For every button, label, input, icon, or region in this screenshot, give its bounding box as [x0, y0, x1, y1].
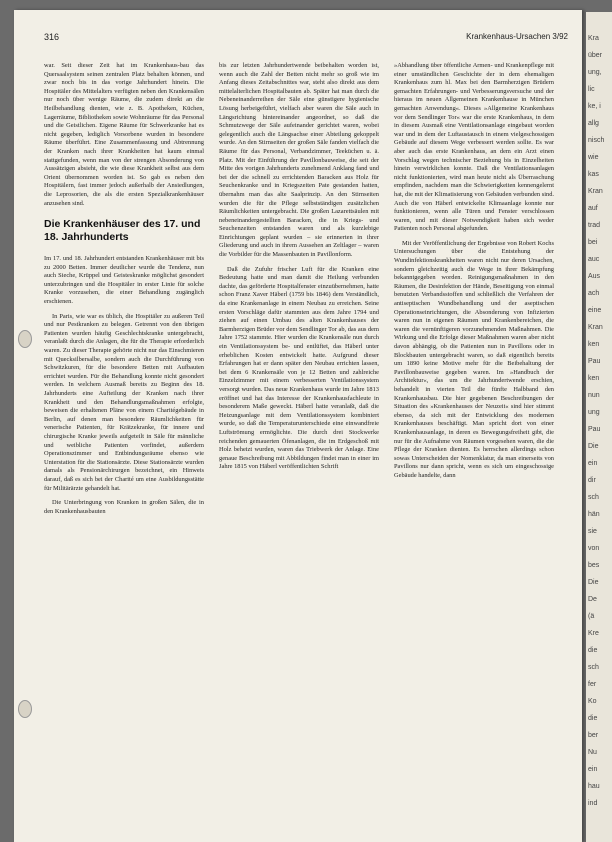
adjacent-page-fragment: Kran — [588, 188, 603, 195]
adjacent-page-fragment: Kre — [588, 630, 599, 637]
text-column-3 — [394, 62, 554, 832]
paragraph: war. Seit dieser Zeit hat im Krankenhaus-bau das Quersaalsystem seinen zentralen Platz behalten können, und zwar noch bis in das vorige Jahrhundert hinein. Die Hospitäler des Mittelalters verfügten neben den Krankensälen nur noch über wenige Räume, die zudem direkt an die Heilbehandlung dienten, wie z. B. Apotheken, Küchen, Lagerräume, Bibliotheken sowie Wohnräume für das Personal und die Geistlichen. Eigene Räume für Schwerkranke hat es nicht gegeben, lediglich Vorsorbene wurden in besondere Räume überführt. Eine Zusammenfassung und Abtrennung der Kranken nach ihrer Krankheiten hat kaum einmal stattgefunden, wenn man von der strengen Absonderung von Aussätzigen absieht, die wie diese Krankheit selbst aus dem Orient übernommen worden ist. So gab es neben den Hospitälern, fast immer jedoch außerhalb der Ansiedlungen, die Leprosorien, die als die ersten Spezialkrankenhäuser anzusehen sind. — [44, 62, 204, 207]
page-number: 316 — [44, 32, 60, 42]
text-column-1 — [44, 62, 204, 832]
adjacent-page-fragment: ke, i — [588, 103, 601, 110]
adjacent-page-fragment: sch — [588, 494, 599, 501]
page-header — [44, 32, 568, 44]
adjacent-page-fragment: ind — [588, 800, 598, 807]
adjacent-page-fragment: Die — [588, 579, 599, 586]
paragraph: Im 17. und 18. Jahrhundert entstanden Krankenhäuser mit bis zu 2000 Betten. Immer deutlicher wurde die Tendenz, nun auch Sieche, Krüppel und Geisteskranke möglichst gesondert unterzubringen und die Hospitäler in erster Linie für solche Kranke vorzusehen, die einer Behandlung zugänglich erschienen. — [44, 255, 204, 306]
adjacent-page-fragment: ung — [588, 409, 600, 416]
adjacent-page-fragment: eine — [588, 307, 602, 314]
adjacent-page-fragment: wie — [588, 154, 599, 161]
adjacent-page-fragment: (ä — [588, 613, 595, 620]
adjacent-page-fragment: lic — [588, 86, 595, 93]
running-head: Krankenhaus-Ursachen 3/92 — [466, 32, 568, 41]
adjacent-page-fragment: bei — [588, 239, 598, 246]
adjacent-page-fragment: ken — [588, 341, 600, 348]
binding-hole-icon — [18, 330, 32, 348]
paragraph: bis zur letzten Jahrhundertwende beibehalten worden ist, wenn auch die Zahl der Betten nicht mehr so groß wie im Anfang dieses Zeitabschnittes war, steht also direkt aus dem mittelalterlichen Hospitalbauten ab. Später hat man durch die Nebeneinanderreihen der Säle eine günstigere hygienische Lösung herbeigeführt, vielfach aber waren die Säle auch in Längsrichtung hintereinander angeordnet, so daß die Schmutzwege der Säle aufeinander gerichtet waren, wobei gelegentlich auch die Längsachse einer Abteilung gekoppelt wurde. An den Stirnseiten der großen Säle fanden vielfach die Räume für das Personal, Verbandzimmer, Teeküchen u. ä. Platz. Mit der Einführung der Pavillonbauweise, die seit der Mitte des vorigen Jahrhunderts zunehmend Anklang fand und bei der die schnell zu errichtenden Baracken aus Holz für Seuchenkranke und in Kriegszeiten Pate gestanden hatten, übernahm man das alte Saalprinzip. An den Stirnseiten wurden die für die Pflege selbstständigen zusätzlichen Räumlichkeiten untergebracht. Die großen Lazarettsäulen mit nebeneinandergestellten Baracken, die in Kriegs- und Seuchenzeiten entstanden waren und als kurzlebige Einrichtungen geplant wurden – sie erinnerten in ihrer Gliederung und auch in ihrem Aussehen an Zeltlager – waren die Vorbilder für die Massenbauten in Pavillonform. — [219, 62, 379, 259]
adjacent-page-fragment: ken — [588, 375, 600, 382]
adjacent-page-fragment: De — [588, 596, 597, 603]
adjacent-page-fragment: Pau — [588, 358, 601, 365]
adjacent-page-fragment: hän — [588, 511, 600, 518]
adjacent-page-fragment: trad — [588, 222, 601, 229]
book-page — [14, 10, 582, 842]
paragraph: In Paris, wie war es üblich, die Hospitäler zu außeren Teil und nur Pestkranken zu belegen. Getrennt von den übrigen Patienten wurden häufig Geschlechtskranke untergebracht, veranlaßt durch die Anlagen, die für die Therapie erforderlich waren. Zu dieser Therapie gehörte nicht nur das Einschmieren mit Quecksilbersalbe, sondern auch die Durchführung von Schwitzkuren, für die besondere Betten mit Aufbauten errichtet wurden. Für die Behandlung konnte nicht gesondert werden. In welchem Ausmaß bereits zu Beginn des 18. Jahrhunderts eine Aufteilung der Kranken nach ihrer Krankheit und den Behandlungsmaßnahmen erfolgte, beweisen die erhaltenen Pläne von einem Charitégebäude in Berlin, auf denen man besondere Räumlichkeiten für venerische Patienten, für Krätzekranke, für innere und chirurgische Kranke jeweils aufgeteilt in Säle für männliche und weibliche Patienten vorfindet, außerdem Operationszimmer und Entbindungsräume ebenso wie Unterstation für die Stationsärzte. Diese Stationsärzte wurden damals als Pensionärchirurgen bezeichnet, ein Hinweis darauf, daß es sich bei der Charité um eine Ausbildungsstätte für Militärärzte gehandelt hat. — [44, 312, 204, 492]
paragraph: Mit der Veröffentlichung der Ergebnisse von Robert Kochs Untersuchungen über die Entstehung der Wundinfektionskrankheiten waren nicht nur deren Ursachen, sondern gleichzeitig auch die Wege in ihrer Bekämpfung bekanntgegeben worden. Reinigungsmaßnahmen in den Räumen, die Desinfektion der Hände, Beseitigung von einmal benutzten Verbandsstoffen und schließlich die Verfahren der antiseptischen Wundbehandlung und der aseptischen Operationseinrichtungen, die Absonderung von Infizierten waren nun in eigenen Räumen und Krankenbereichen, die waren die vernünftigeren vorzunehmenden Maßnahmen. Die Wirkung und die Erfolge dieser Maßnahmen waren aber nicht davon abhängig, ob die Patienten nun in Pavillons oder in Blockbauten untergebracht waren, so daß eigentlich bereits um 1890 keine Motive mehr für die Beibehaltung der Pavillonbauweise gegeben waren. Im »Handbuch der Architektur«, das um die Jahrhundertwende erschien, behandelt in vierten Teil die fünfte Halbband den Krankenhausbau. Die hier gegebenen Beschreibungen der Situation des »Krankenhauses der Neuzeit« sind hier stimmt ebenso, da sich mit der Entwicklung des modernen Krankenhauses beschäftigt. Man spricht dort von einer Krankenhausanlage, in deren es Bewegungsfreiheit gibt, die nur für die Aufnahme von Räumen vorgesehen waren, die die Pflege der Kranken dienten. Es herrschen allerdings schon sowas Unterscheiden der Nomenklatur, da man einerseits von Pavillons nur dann spricht, wenn es sich um eingeschossige Gebäude handelte, dann — [394, 239, 554, 479]
adjacent-page-fragment: sie — [588, 528, 597, 535]
paragraph: Daß die Zufuhr frischer Luft für die Kranken eine Bedeutung hatte und man damit die Heilung verbunden dachte, das geförderte Hospitalfenster einzuübernehmen, hatte schon Franz Xaver Häberl (1759 bis 1846) dem Verständlich, da eine Krankenanlage in einem Neubau zu erreichen. Seine ersten Vorschläge dafür stammten aus dem Jahre 1794 und ziehen auf einen Umbau des alten Krankenhauses der Barmherzigen Brüder vor dem Sendlinger Tor ab, das aus dem Jahre 1752 stammte. Hier wurden die Krankensäle nun durch ein Ventilationssystem be- und entlüftet, das Häberl unter erheblichen Kosten entwickelt hatte. Aufgrund dieser Erfahrungen hat er dann später den Neubau errichten lassen, bei dem 6 Krankensäle von je 12 Betten und zahlreiche Einzelzimmer mit einem verbesserten Ventilationssystem versorgt wurden. Das neue Krankenhaus wurde im Jahre 1813 eröffnet und hat das Interesse der Krankenhausfachleute in besonderem Maße geweckt. Häberl hatte veranlaßt, daß die Heizungsanlage mit dem Ventilationssystem kombiniert wurde, so daß die Temperaturunterschiede eine einwandfreie Luftströmung ermöglichte. Die durch drei Stockwerke reichenden gemauerten Öfenanlagen, die im Erdgeschoß mit Holz beheizt wurden, waren das Triebwerk der Anlage. Eine genaue Beschreibung mit Abbildungen findet man in einer im Jahre 1815 von Häberl veröffentlichten Schrift — [219, 265, 379, 471]
adjacent-page-fragment: ber — [588, 732, 599, 739]
adjacent-page-fragment: bes — [588, 562, 600, 569]
adjacent-page-fragment: ein — [588, 766, 598, 773]
adjacent-page-fragment: Ko — [588, 698, 597, 705]
adjacent-page-fragment: nisch — [588, 137, 605, 144]
paragraph: »Abhandlung über öffentliche Armen- und Krankenpflege mit einer umständlichen Geschichte der in dem ehemaligen Krankenhaus zum hl. Max bei den Barmherzigen Brüdern gemachten Erfahrungen- und Verbesserungsversuche und der hieraus im neuen Allgemeinen Krankenhause in München gemachten Anwendung«. Dieses »Allgemeine Krankenhaus vor dem Sendlinger Tor« war die erste Krankenhaus, in dem in diesem Ausmaß eine Ventilationsanlage eingebaut worden war und in dem der Luftaustausch in einem vielgeschossigen Gebäude auf diesem Wege verbessert werden sollte. Es war aber auch das erste Krankenhaus, an dem ein Arzt einen Vorschlag wegen technischer Beziehung bis in Einzelheiten hinein verwirklichen konnte. Daß die Ventilationsanlagen nicht funktionierten, wird man heute nicht als Überraschung empfinden, nachdem man die Schwierigkeiten kennengelernt hat, die mit der Klimatisierung von Gebäuden verbunden sind. Auch die von Häberl entwickelte Klimaanlage konnte nur funktionieren, wenn alle Türen und Fenster verschlossen waren, und mit dieser Notwendigkeit haben sich weder Patienten noch Personal abgefunden. — [394, 62, 554, 233]
adjacent-page-fragment: Pau — [588, 426, 601, 433]
adjacent-page-fragment: die — [588, 647, 598, 654]
adjacent-page-fragment: von — [588, 545, 600, 552]
adjacent-page-fragment: dir — [588, 477, 596, 484]
adjacent-page-fragment: fer — [588, 681, 597, 688]
text-column-2 — [219, 62, 379, 832]
adjacent-page-fragment: Die — [588, 443, 599, 450]
adjacent-page-fragment: Kran — [588, 324, 603, 331]
adjacent-page-fragment: hau — [588, 783, 600, 790]
adjacent-page-edge — [586, 12, 612, 842]
adjacent-page-fragment: allg — [588, 120, 599, 127]
adjacent-page-fragment: kas — [588, 171, 599, 178]
adjacent-page-fragment: sch — [588, 664, 599, 671]
paragraph: Die Unterbringung von Kranken in großen Sälen, die in den Krankenhausbauten — [44, 499, 204, 515]
adjacent-page-fragment: auf — [588, 205, 598, 212]
adjacent-page-fragment: ung, — [588, 69, 602, 76]
adjacent-page-fragment: Aus — [588, 273, 601, 280]
adjacent-page-fragment: auc — [588, 256, 600, 263]
section-heading: Die Krankenhäuser des 17. und 18. Jahrhunderts — [44, 218, 201, 243]
adjacent-page-fragment: nun — [588, 392, 600, 399]
adjacent-page-fragment: Nu — [588, 749, 597, 756]
adjacent-page-fragment: die — [588, 715, 598, 722]
adjacent-page-fragment: Kra — [588, 35, 599, 42]
adjacent-page-fragment: ach — [588, 290, 600, 297]
adjacent-page-fragment: über — [588, 52, 603, 59]
adjacent-page-fragment: ein — [588, 460, 598, 467]
binding-hole-icon — [18, 700, 32, 718]
